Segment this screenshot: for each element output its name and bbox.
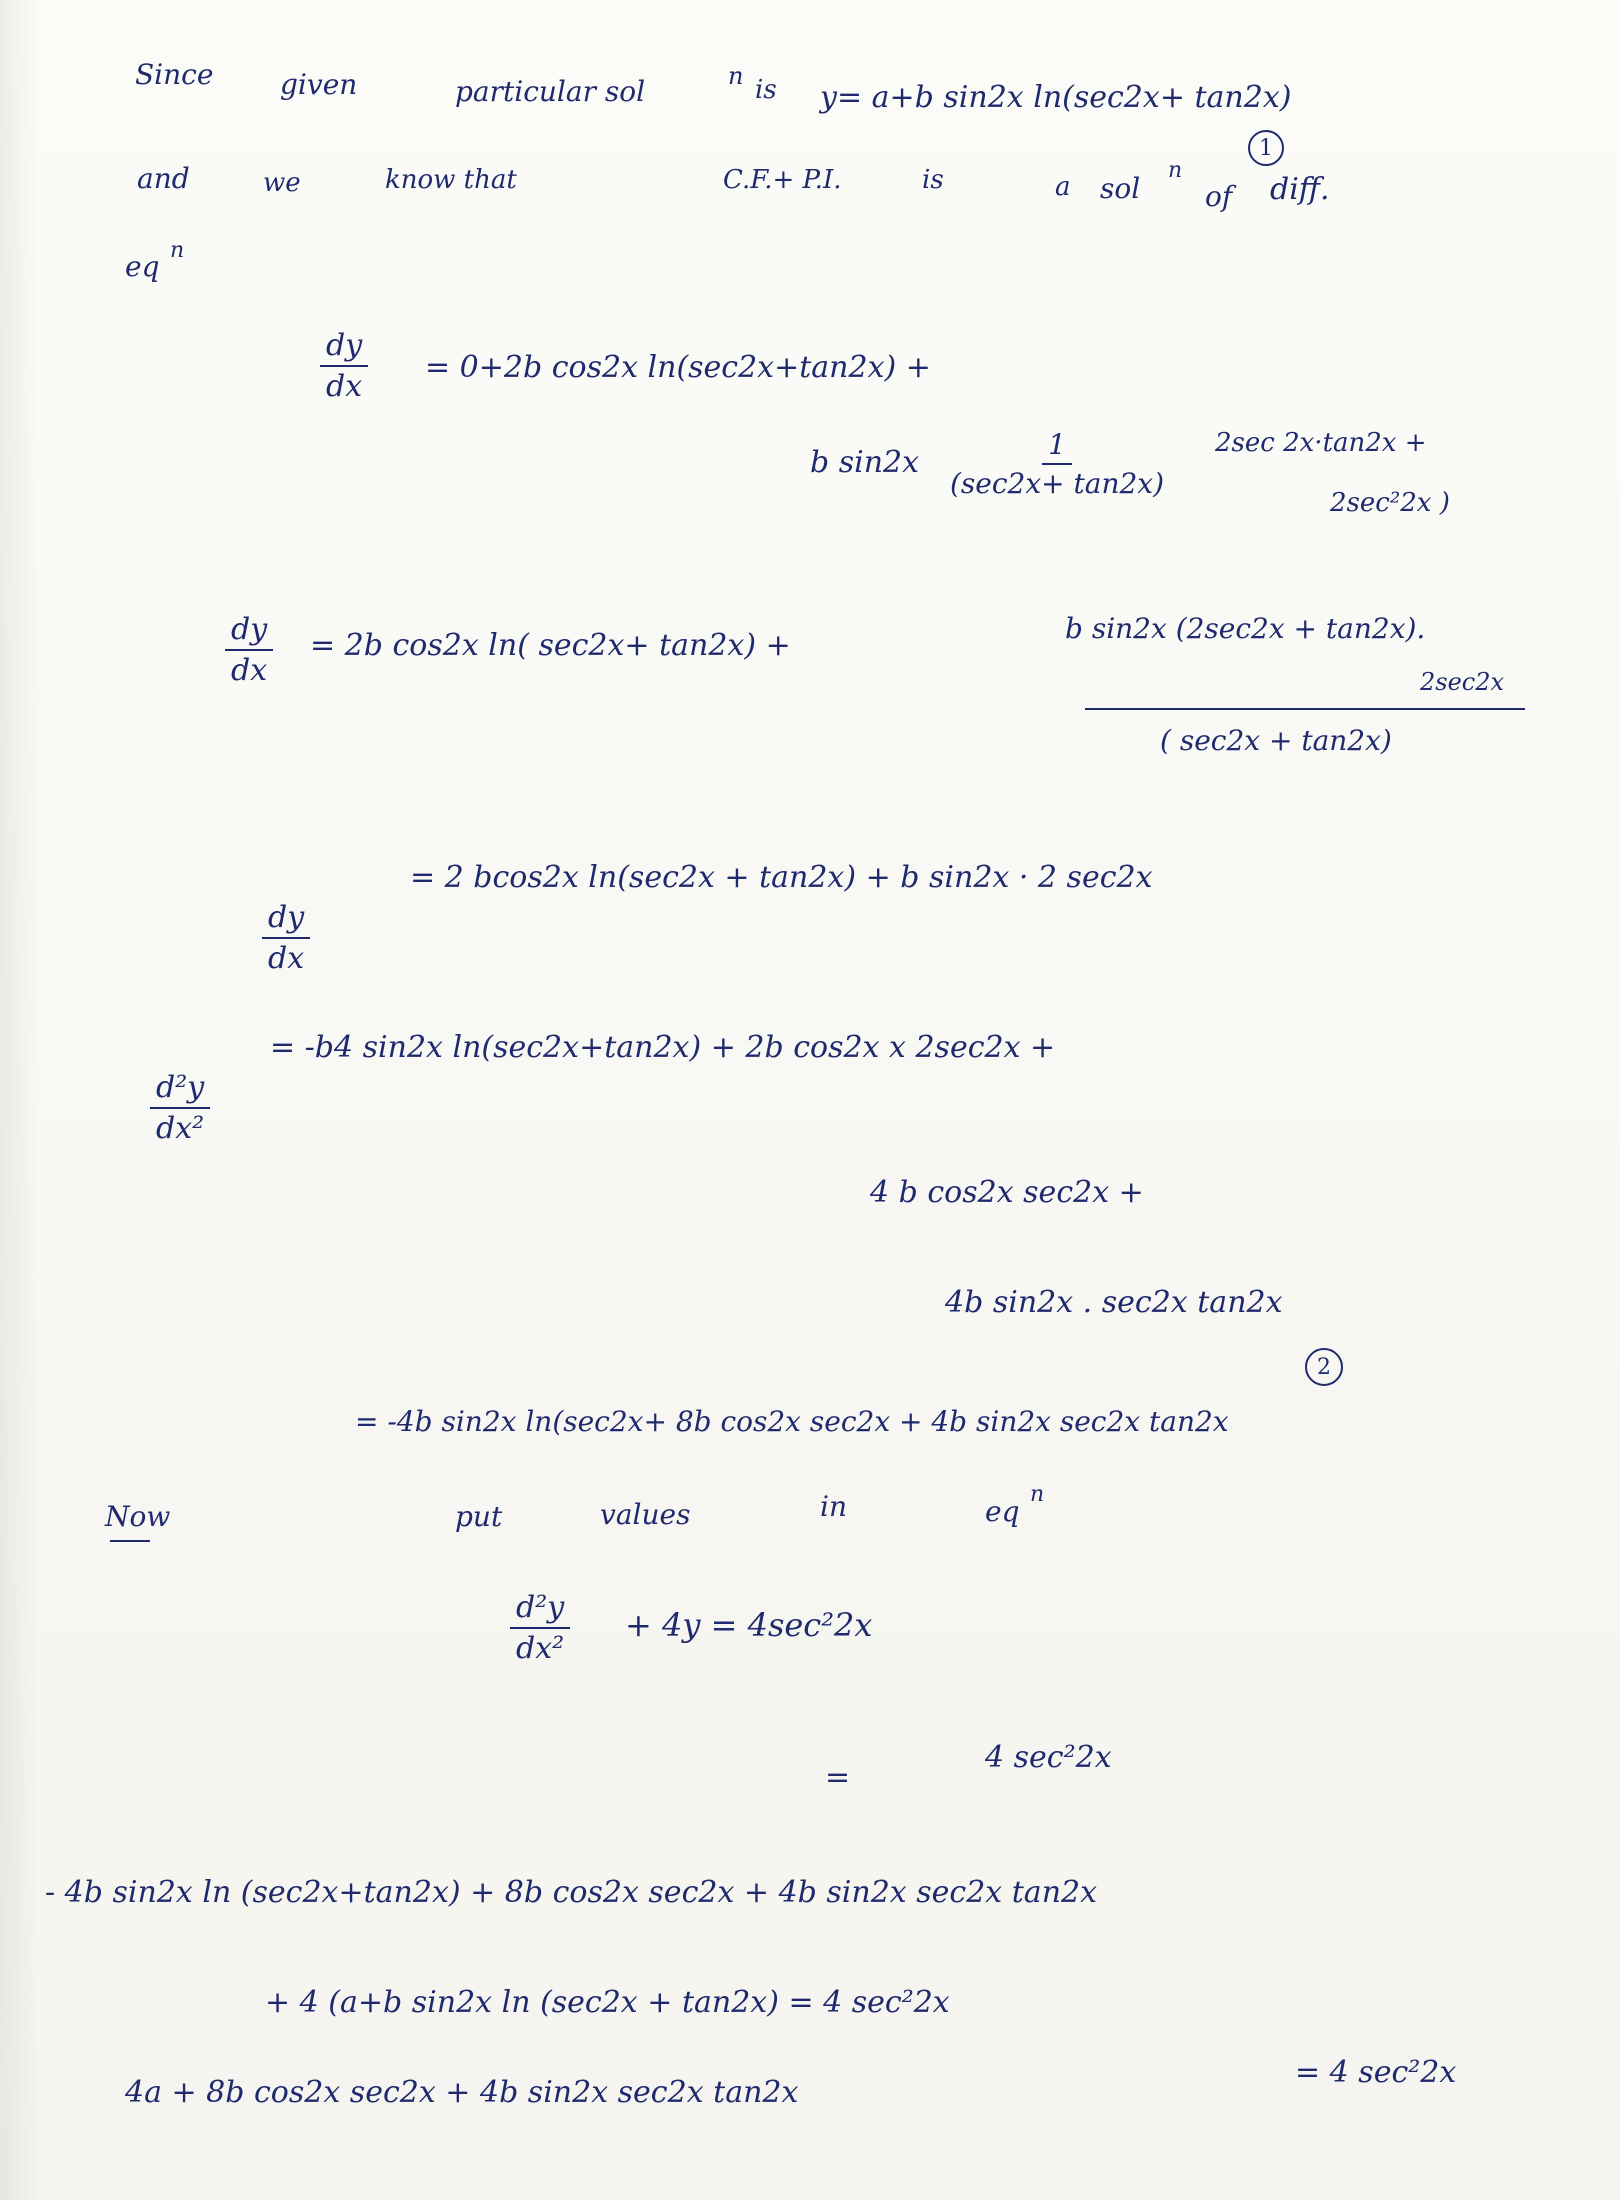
simplified-line3: 4a + 8b cos2x sec2x + 4b sin2x sec2x tan2x: [125, 2075, 799, 2110]
rhs-4sec-squared: 4 sec²2x: [985, 1740, 1112, 1775]
second-derivative-result: = -4b sin2x ln(sec2x+ 8b cos2x sec2x + 4b sin2x sec2x tan2x: [355, 1405, 1229, 1438]
second-derivative-line1: = -b4 sin2x ln(sec2x+tan2x) + 2b cos2x x 2sec2x +: [270, 1030, 1056, 1065]
particular-solution-equation: y= a+b sin2x ln(sec2x+ tan2x): [820, 80, 1292, 115]
denominator-paren: ( sec2x + tan2x): [1160, 724, 1392, 757]
word-is-2: is: [922, 165, 944, 195]
fraction-bar-eq2: [1085, 708, 1525, 710]
second-derivative-label: $\frac{\text{d²y}}{\text{dx²}}$: [150, 1070, 210, 1146]
page-edge-shadow: [0, 0, 40, 2200]
word-eqn: eq: [125, 250, 160, 283]
factored-sec-term: 2sec2x: [1420, 668, 1505, 696]
word-diff: diff.: [1270, 172, 1330, 207]
superscript-n: n: [728, 62, 744, 90]
equation-number-2: 2: [1305, 1348, 1343, 1386]
word-sol: sol: [1100, 172, 1141, 205]
equals-sign: =: [825, 1760, 851, 1795]
equation-number-1: 1: [1248, 130, 1284, 166]
word-particular-sol: particular sol: [455, 75, 646, 108]
reciprocal-fraction: 1 (sec2x+ tan2x): [950, 428, 1165, 500]
simplified-line3-rhs: = 4 sec²2x: [1295, 2055, 1457, 2090]
word-values: values: [600, 1498, 691, 1531]
word-and: and: [137, 162, 190, 195]
underline-now: [110, 1540, 150, 1542]
derivative-dy-dx-3: $\frac{dy}{dx}$: [262, 900, 310, 976]
second-derivative-line3: 4b sin2x . sec2x tan2x: [945, 1285, 1283, 1320]
superscript-n-2: n: [1168, 158, 1183, 183]
word-since: Since: [135, 58, 214, 91]
substitution-line1: - 4b sin2x ln (sec2x+tan2x) + 8b cos2x sec2x + 4b sin2x sec2x tan2x: [45, 1875, 1098, 1910]
word-of: of: [1205, 180, 1233, 213]
b-sin2x-term: b sin2x: [810, 445, 920, 480]
simplified-first-derivative: = 2 bcos2x ln(sec2x + tan2x) + b sin2x · 2 sec2x: [410, 860, 1153, 895]
word-now: Now: [105, 1500, 171, 1533]
differential-equation-rhs: + 4y = 4sec²2x: [625, 1606, 873, 1644]
word-we: we: [263, 168, 301, 198]
first-derivative-expression-1: = 0+2b cos2x ln(sec2x+tan2x) +: [425, 350, 931, 385]
superscript-n-3: n: [170, 238, 185, 263]
second-derivative-line2: 4 b cos2x sec2x +: [870, 1175, 1144, 1210]
sec-squared-term: 2sec²2x ): [1330, 488, 1450, 518]
factored-numerator: b sin2x (2sec2x + tan2x).: [1065, 612, 1426, 645]
derivative-of-sec-tan: 2sec 2x·tan2x +: [1215, 428, 1427, 458]
first-derivative-expression-2: = 2b cos2x ln( sec2x+ tan2x) +: [310, 628, 791, 663]
derivative-dy-dx-1: $\frac{dy}{dx}$: [320, 328, 368, 404]
word-eqn-2: eq: [985, 1495, 1020, 1528]
word-know-that: know that: [385, 165, 517, 195]
derivative-dy-dx-2: $\frac{dy}{dx}$: [225, 612, 273, 688]
word-in: in: [820, 1490, 847, 1523]
word-a: a: [1055, 172, 1071, 202]
word-is: is: [755, 75, 777, 105]
superscript-n-4: n: [1030, 1482, 1045, 1507]
substitution-line2: + 4 (a+b sin2x ln (sec2x + tan2x) = 4 sec²2x: [265, 1985, 950, 2020]
word-put: put: [455, 1500, 503, 1533]
de-second-derivative: $\frac{\text{d²y}}{\text{dx²}}$: [510, 1590, 570, 1666]
word-given: given: [280, 68, 358, 101]
text-cf-pi: C.F.+ P.I.: [723, 165, 842, 195]
